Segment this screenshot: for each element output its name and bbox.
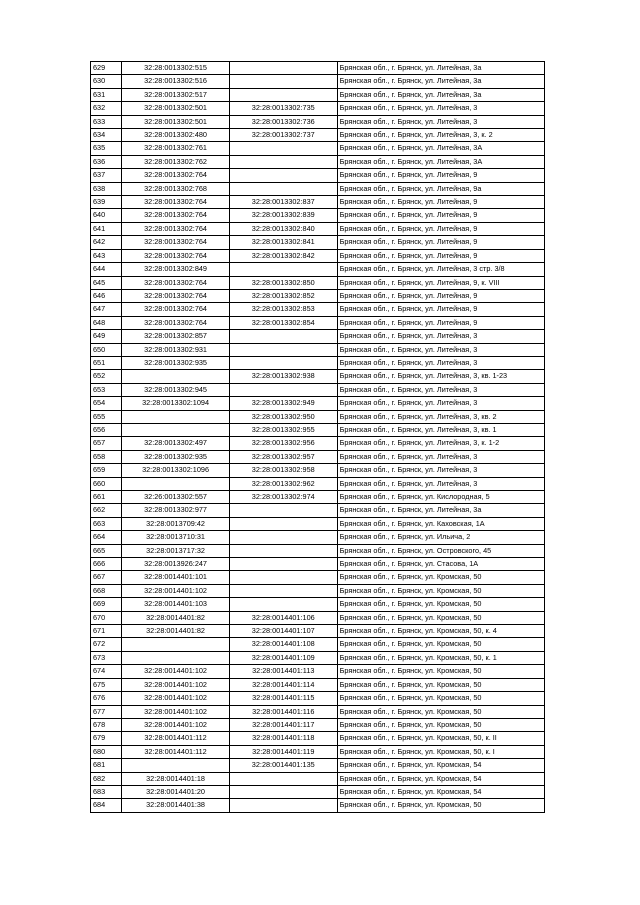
address-cell: Брянская обл., г. Брянск, ул. Литейная, 3а	[337, 62, 544, 75]
row-number-cell: 634	[91, 129, 122, 142]
row-number-cell: 646	[91, 289, 122, 302]
cadastral-number-cell	[229, 169, 337, 182]
row-number-cell: 670	[91, 611, 122, 624]
cadastral-number-cell: 32:28:0013302:957	[229, 450, 337, 463]
cadastral-number-cell: 32:28:0014401:115	[229, 692, 337, 705]
cadastral-register-table	[90, 61, 545, 813]
cadastral-number-cell	[229, 504, 337, 517]
row-number-cell: 645	[91, 276, 122, 289]
row-number-cell: 662	[91, 504, 122, 517]
parent-cadastral-number-cell: 32:28:0014401:82	[122, 625, 230, 638]
row-number-cell: 652	[91, 370, 122, 383]
table-row	[91, 718, 545, 731]
row-number-cell: 653	[91, 383, 122, 396]
table-row	[91, 544, 545, 557]
address-cell: Брянская обл., г. Брянск, ул. Литейная, 3	[337, 102, 544, 115]
parent-cadastral-number-cell: 32:28:0013302:1096	[122, 464, 230, 477]
row-number-cell: 677	[91, 705, 122, 718]
address-cell: Брянская обл., г. Брянск, ул. Ильича, 2	[337, 531, 544, 544]
table-row	[91, 638, 545, 651]
parent-cadastral-number-cell	[122, 423, 230, 436]
row-number-cell: 673	[91, 651, 122, 664]
address-cell: Брянская обл., г. Брянск, ул. Литейная, 3	[337, 356, 544, 369]
parent-cadastral-number-cell: 32:28:0013302:762	[122, 155, 230, 168]
address-cell: Брянская обл., г. Брянск, ул. Литейная, 9	[337, 249, 544, 262]
cadastral-number-cell: 32:28:0014401:108	[229, 638, 337, 651]
address-cell: Брянская обл., г. Брянск, ул. Кромская, 50	[337, 665, 544, 678]
parent-cadastral-number-cell: 32:28:0013302:764	[122, 169, 230, 182]
address-cell: Брянская обл., г. Брянск, ул. Кромская, 50, к. 1	[337, 651, 544, 664]
row-number-cell: 636	[91, 155, 122, 168]
table-row	[91, 692, 545, 705]
parent-cadastral-number-cell: 32:28:0013717:32	[122, 544, 230, 557]
row-number-cell: 629	[91, 62, 122, 75]
row-number-cell: 674	[91, 665, 122, 678]
parent-cadastral-number-cell	[122, 759, 230, 772]
table-row	[91, 209, 545, 222]
row-number-cell: 668	[91, 584, 122, 597]
table-row	[91, 356, 545, 369]
table-row	[91, 196, 545, 209]
table-row	[91, 491, 545, 504]
address-cell: Брянская обл., г. Брянск, ул. Кромская, 50, к. 4	[337, 625, 544, 638]
cadastral-number-cell	[229, 799, 337, 812]
cadastral-number-cell	[229, 584, 337, 597]
cadastral-number-cell: 32:28:0014401:113	[229, 665, 337, 678]
table-row	[91, 625, 545, 638]
address-cell: Брянская обл., г. Брянск, ул. Кромская, 50, к. I	[337, 745, 544, 758]
cadastral-number-cell	[229, 544, 337, 557]
cadastral-number-cell: 32:28:0013302:841	[229, 236, 337, 249]
parent-cadastral-number-cell: 32:28:0013302:764	[122, 303, 230, 316]
cadastral-number-cell: 32:28:0014401:106	[229, 611, 337, 624]
address-cell: Брянская обл., г. Брянск, ул. Литейная, 3	[337, 464, 544, 477]
table-row	[91, 651, 545, 664]
table-row	[91, 129, 545, 142]
parent-cadastral-number-cell	[122, 638, 230, 651]
cadastral-number-cell: 32:28:0013302:938	[229, 370, 337, 383]
table-row	[91, 236, 545, 249]
row-number-cell: 666	[91, 558, 122, 571]
table-row	[91, 142, 545, 155]
cadastral-number-cell: 32:28:0013302:736	[229, 115, 337, 128]
address-cell: Брянская обл., г. Брянск, ул. Литейная, 3, к. 2	[337, 129, 544, 142]
address-cell: Брянская обл., г. Брянск, ул. Кислородная, 5	[337, 491, 544, 504]
cadastral-number-cell	[229, 182, 337, 195]
row-number-cell: 665	[91, 544, 122, 557]
parent-cadastral-number-cell	[122, 370, 230, 383]
address-cell: Брянская обл., г. Брянск, ул. Литейная, 9	[337, 289, 544, 302]
address-cell: Брянская обл., г. Брянск, ул. Литейная, 3, к. 1-2	[337, 437, 544, 450]
address-cell: Брянская обл., г. Брянск, ул. Литейная, 3а	[337, 504, 544, 517]
address-cell: Брянская обл., г. Брянск, ул. Кромская, 50	[337, 571, 544, 584]
parent-cadastral-number-cell: 32:28:0014401:101	[122, 571, 230, 584]
address-cell: Брянская обл., г. Брянск, ул. Кромская, 50	[337, 705, 544, 718]
table-row	[91, 222, 545, 235]
address-cell: Брянская обл., г. Брянск, ул. Литейная, 9	[337, 169, 544, 182]
address-cell: Брянская обл., г. Брянск, ул. Кромская, 50	[337, 584, 544, 597]
table-row	[91, 343, 545, 356]
cadastral-number-cell	[229, 263, 337, 276]
row-number-cell: 678	[91, 718, 122, 731]
row-number-cell: 661	[91, 491, 122, 504]
parent-cadastral-number-cell: 32:28:0013302:516	[122, 75, 230, 88]
table-row	[91, 383, 545, 396]
parent-cadastral-number-cell: 32:28:0014401:18	[122, 772, 230, 785]
cadastral-number-cell: 32:28:0014401:114	[229, 678, 337, 691]
table-row	[91, 477, 545, 490]
row-number-cell: 644	[91, 263, 122, 276]
row-number-cell: 681	[91, 759, 122, 772]
address-cell: Брянская обл., г. Брянск, ул. Литейная, 3 стр. 3/8	[337, 263, 544, 276]
row-number-cell: 656	[91, 423, 122, 436]
table-row	[91, 705, 545, 718]
table-row	[91, 115, 545, 128]
cadastral-number-cell: 32:28:0014401:107	[229, 625, 337, 638]
address-cell: Брянская обл., г. Брянск, ул. Литейная, 3а	[337, 88, 544, 101]
parent-cadastral-number-cell: 32:28:0013302:764	[122, 222, 230, 235]
parent-cadastral-number-cell: 32:28:0013302:764	[122, 236, 230, 249]
cadastral-number-cell	[229, 62, 337, 75]
table-row	[91, 303, 545, 316]
address-cell: Брянская обл., г. Брянск, ул. Стасова, 1А	[337, 558, 544, 571]
table-row	[91, 504, 545, 517]
table-row	[91, 571, 545, 584]
cadastral-number-cell	[229, 598, 337, 611]
cadastral-number-cell: 32:28:0013302:737	[229, 129, 337, 142]
row-number-cell: 642	[91, 236, 122, 249]
parent-cadastral-number-cell: 32:28:0013302:977	[122, 504, 230, 517]
address-cell: Брянская обл., г. Брянск, ул. Литейная, 9а	[337, 182, 544, 195]
address-cell: Брянская обл., г. Брянск, ул. Литейная, 3, кв. 1	[337, 423, 544, 436]
parent-cadastral-number-cell	[122, 651, 230, 664]
cadastral-number-cell: 32:28:0013302:950	[229, 410, 337, 423]
cadastral-number-cell	[229, 343, 337, 356]
parent-cadastral-number-cell: 32:28:0013302:764	[122, 289, 230, 302]
cadastral-number-cell	[229, 772, 337, 785]
row-number-cell: 667	[91, 571, 122, 584]
parent-cadastral-number-cell: 32:28:0013302:1094	[122, 397, 230, 410]
row-number-cell: 654	[91, 397, 122, 410]
cadastral-number-cell: 32:28:0014401:135	[229, 759, 337, 772]
address-cell: Брянская обл., г. Брянск, ул. Литейная, 3А	[337, 142, 544, 155]
cadastral-number-cell	[229, 330, 337, 343]
table-row	[91, 464, 545, 477]
parent-cadastral-number-cell: 32:28:0013302:931	[122, 343, 230, 356]
address-cell: Брянская обл., г. Брянск, ул. Кромская, 50	[337, 611, 544, 624]
parent-cadastral-number-cell: 32:28:0014401:102	[122, 705, 230, 718]
cadastral-number-cell	[229, 558, 337, 571]
parent-cadastral-number-cell: 32:28:0013302:517	[122, 88, 230, 101]
parent-cadastral-number-cell: 32:28:0013302:764	[122, 249, 230, 262]
row-number-cell: 630	[91, 75, 122, 88]
row-number-cell: 682	[91, 772, 122, 785]
row-number-cell: 647	[91, 303, 122, 316]
cadastral-number-cell: 32:28:0013302:837	[229, 196, 337, 209]
cadastral-number-cell: 32:28:0013302:853	[229, 303, 337, 316]
parent-cadastral-number-cell: 32:28:0013710:31	[122, 531, 230, 544]
cadastral-number-cell	[229, 383, 337, 396]
row-number-cell: 669	[91, 598, 122, 611]
table-row	[91, 745, 545, 758]
cadastral-number-cell	[229, 142, 337, 155]
table-row	[91, 276, 545, 289]
address-cell: Брянская обл., г. Брянск, ул. Литейная, 3	[337, 383, 544, 396]
table-row	[91, 62, 545, 75]
table-row	[91, 155, 545, 168]
address-cell: Брянская обл., г. Брянск, ул. Кромская, 54	[337, 759, 544, 772]
cadastral-number-cell: 32:28:0013302:958	[229, 464, 337, 477]
address-cell: Брянская обл., г. Брянск, ул. Кромская, 50	[337, 692, 544, 705]
address-cell: Брянская обл., г. Брянск, ул. Литейная, 3А	[337, 155, 544, 168]
table-row	[91, 799, 545, 812]
address-cell: Брянская обл., г. Брянск, ул. Литейная, 3	[337, 343, 544, 356]
row-number-cell: 659	[91, 464, 122, 477]
parent-cadastral-number-cell: 32:28:0013302:945	[122, 383, 230, 396]
row-number-cell: 637	[91, 169, 122, 182]
cadastral-number-cell: 32:28:0013302:842	[229, 249, 337, 262]
table-row	[91, 531, 545, 544]
cadastral-number-cell: 32:28:0013302:956	[229, 437, 337, 450]
row-number-cell: 641	[91, 222, 122, 235]
address-cell: Брянская обл., г. Брянск, ул. Литейная, 9, к. VIII	[337, 276, 544, 289]
parent-cadastral-number-cell: 32:28:0013302:497	[122, 437, 230, 450]
row-number-cell: 643	[91, 249, 122, 262]
address-cell: Брянская обл., г. Брянск, ул. Кромская, 50	[337, 678, 544, 691]
table-row	[91, 450, 545, 463]
row-number-cell: 651	[91, 356, 122, 369]
cadastral-number-cell	[229, 531, 337, 544]
row-number-cell: 679	[91, 732, 122, 745]
row-number-cell: 675	[91, 678, 122, 691]
parent-cadastral-number-cell: 32:28:0013302:501	[122, 115, 230, 128]
parent-cadastral-number-cell: 32:28:0013302:768	[122, 182, 230, 195]
parent-cadastral-number-cell: 32:26:0013302:557	[122, 491, 230, 504]
table-row	[91, 611, 545, 624]
row-number-cell: 683	[91, 785, 122, 798]
address-cell: Брянская обл., г. Брянск, ул. Литейная, 9	[337, 303, 544, 316]
table-row	[91, 169, 545, 182]
table-row	[91, 289, 545, 302]
table-row	[91, 732, 545, 745]
table-row	[91, 249, 545, 262]
address-cell: Брянская обл., г. Брянск, ул. Литейная, 3	[337, 115, 544, 128]
cadastral-number-cell	[229, 785, 337, 798]
cadastral-number-cell: 32:28:0013302:962	[229, 477, 337, 490]
parent-cadastral-number-cell: 32:28:0013302:515	[122, 62, 230, 75]
parent-cadastral-number-cell: 32:28:0014401:102	[122, 665, 230, 678]
parent-cadastral-number-cell: 32:28:0013302:480	[122, 129, 230, 142]
row-number-cell: 663	[91, 517, 122, 530]
parent-cadastral-number-cell: 32:28:0013302:761	[122, 142, 230, 155]
address-cell: Брянская обл., г. Брянск, ул. Кромская, 50, к. II	[337, 732, 544, 745]
row-number-cell: 672	[91, 638, 122, 651]
table-row	[91, 584, 545, 597]
cadastral-number-cell: 32:28:0014401:118	[229, 732, 337, 745]
row-number-cell: 655	[91, 410, 122, 423]
row-number-cell: 638	[91, 182, 122, 195]
cadastral-number-cell: 32:28:0014401:117	[229, 718, 337, 731]
parent-cadastral-number-cell: 32:28:0014401:103	[122, 598, 230, 611]
parent-cadastral-number-cell: 32:28:0014401:102	[122, 584, 230, 597]
table-row	[91, 370, 545, 383]
table-row	[91, 598, 545, 611]
row-number-cell: 680	[91, 745, 122, 758]
address-cell: Брянская обл., г. Брянск, ул. Литейная, 3, кв. 2	[337, 410, 544, 423]
address-cell: Брянская обл., г. Брянск, ул. Литейная, 3а	[337, 75, 544, 88]
address-cell: Брянская обл., г. Брянск, ул. Кромская, 54	[337, 772, 544, 785]
parent-cadastral-number-cell: 32:28:0013302:857	[122, 330, 230, 343]
table-row	[91, 316, 545, 329]
parent-cadastral-number-cell: 32:28:0013302:764	[122, 196, 230, 209]
parent-cadastral-number-cell: 32:28:0014401:102	[122, 678, 230, 691]
parent-cadastral-number-cell: 32:28:0013926:247	[122, 558, 230, 571]
address-cell: Брянская обл., г. Брянск, ул. Кромская, 50	[337, 638, 544, 651]
address-cell: Брянская обл., г. Брянск, ул. Литейная, 9	[337, 222, 544, 235]
row-number-cell: 660	[91, 477, 122, 490]
table-row	[91, 182, 545, 195]
table-row	[91, 785, 545, 798]
parent-cadastral-number-cell: 32:28:0013302:849	[122, 263, 230, 276]
row-number-cell: 640	[91, 209, 122, 222]
parent-cadastral-number-cell: 32:28:0013302:764	[122, 276, 230, 289]
table-row	[91, 665, 545, 678]
row-number-cell: 632	[91, 102, 122, 115]
address-cell: Брянская обл., г. Брянск, ул. Литейная, 3	[337, 330, 544, 343]
cadastral-number-cell: 32:28:0014401:109	[229, 651, 337, 664]
table-row	[91, 75, 545, 88]
row-number-cell: 664	[91, 531, 122, 544]
address-cell: Брянская обл., г. Брянск, ул. Литейная, 9	[337, 209, 544, 222]
row-number-cell: 649	[91, 330, 122, 343]
parent-cadastral-number-cell: 32:28:0014401:102	[122, 692, 230, 705]
cadastral-number-cell	[229, 155, 337, 168]
row-number-cell: 684	[91, 799, 122, 812]
address-cell: Брянская обл., г. Брянск, ул. Кромская, 50	[337, 598, 544, 611]
cadastral-number-cell: 32:28:0014401:116	[229, 705, 337, 718]
table-row	[91, 678, 545, 691]
address-cell: Брянская обл., г. Брянск, ул. Литейная, 3	[337, 397, 544, 410]
parent-cadastral-number-cell	[122, 410, 230, 423]
address-cell: Брянская обл., г. Брянск, ул. Литейная, 3	[337, 477, 544, 490]
row-number-cell: 650	[91, 343, 122, 356]
parent-cadastral-number-cell: 32:28:0013302:501	[122, 102, 230, 115]
parent-cadastral-number-cell: 32:28:0014401:38	[122, 799, 230, 812]
table-row	[91, 772, 545, 785]
cadastral-number-cell	[229, 356, 337, 369]
address-cell: Брянская обл., г. Брянск, ул. Литейная, 3, кв. 1-23	[337, 370, 544, 383]
address-cell: Брянская обл., г. Брянск, ул. Каховская, 1А	[337, 517, 544, 530]
cadastral-number-cell: 32:28:0013302:852	[229, 289, 337, 302]
row-number-cell: 633	[91, 115, 122, 128]
parent-cadastral-number-cell: 32:28:0013302:935	[122, 450, 230, 463]
parent-cadastral-number-cell: 32:28:0013302:764	[122, 316, 230, 329]
table-row	[91, 397, 545, 410]
table-row	[91, 423, 545, 436]
row-number-cell: 657	[91, 437, 122, 450]
table-row	[91, 437, 545, 450]
table-row	[91, 102, 545, 115]
cadastral-number-cell: 32:28:0013302:735	[229, 102, 337, 115]
table-row	[91, 517, 545, 530]
cadastral-number-cell: 32:28:0013302:850	[229, 276, 337, 289]
row-number-cell: 639	[91, 196, 122, 209]
address-cell: Брянская обл., г. Брянск, ул. Литейная, 3	[337, 450, 544, 463]
address-cell: Брянская обл., г. Брянск, ул. Кромская, 54	[337, 785, 544, 798]
address-cell: Брянская обл., г. Брянск, ул. Кромская, 50	[337, 718, 544, 731]
table-body	[91, 62, 545, 813]
address-cell: Брянская обл., г. Брянск, ул. Литейная, 9	[337, 236, 544, 249]
parent-cadastral-number-cell: 32:28:0013302:764	[122, 209, 230, 222]
cadastral-number-cell: 32:28:0013302:840	[229, 222, 337, 235]
parent-cadastral-number-cell	[122, 477, 230, 490]
cadastral-number-cell: 32:28:0013302:854	[229, 316, 337, 329]
row-number-cell: 658	[91, 450, 122, 463]
cadastral-number-cell: 32:28:0014401:119	[229, 745, 337, 758]
row-number-cell: 676	[91, 692, 122, 705]
cadastral-number-cell: 32:28:0013302:839	[229, 209, 337, 222]
table-row	[91, 410, 545, 423]
row-number-cell: 631	[91, 88, 122, 101]
table-row	[91, 558, 545, 571]
parent-cadastral-number-cell: 32:28:0014401:112	[122, 732, 230, 745]
cadastral-number-cell: 32:28:0013302:974	[229, 491, 337, 504]
parent-cadastral-number-cell: 32:28:0014401:82	[122, 611, 230, 624]
table-row	[91, 330, 545, 343]
row-number-cell: 671	[91, 625, 122, 638]
cadastral-number-cell	[229, 75, 337, 88]
address-cell: Брянская обл., г. Брянск, ул. Кромская, 50	[337, 799, 544, 812]
table-row	[91, 88, 545, 101]
address-cell: Брянская обл., г. Брянск, ул. Литейная, 9	[337, 196, 544, 209]
parent-cadastral-number-cell: 32:28:0014401:112	[122, 745, 230, 758]
address-cell: Брянская обл., г. Брянск, ул. Островского, 45	[337, 544, 544, 557]
parent-cadastral-number-cell: 32:28:0014401:102	[122, 718, 230, 731]
row-number-cell: 648	[91, 316, 122, 329]
parent-cadastral-number-cell: 32:28:0013302:935	[122, 356, 230, 369]
cadastral-number-cell	[229, 571, 337, 584]
parent-cadastral-number-cell: 32:28:0013709:42	[122, 517, 230, 530]
cadastral-number-cell	[229, 88, 337, 101]
row-number-cell: 635	[91, 142, 122, 155]
cadastral-number-cell: 32:28:0013302:949	[229, 397, 337, 410]
parent-cadastral-number-cell: 32:28:0014401:20	[122, 785, 230, 798]
cadastral-number-cell: 32:28:0013302:955	[229, 423, 337, 436]
address-cell: Брянская обл., г. Брянск, ул. Литейная, 9	[337, 316, 544, 329]
table-row	[91, 263, 545, 276]
cadastral-number-cell	[229, 517, 337, 530]
table-row	[91, 759, 545, 772]
